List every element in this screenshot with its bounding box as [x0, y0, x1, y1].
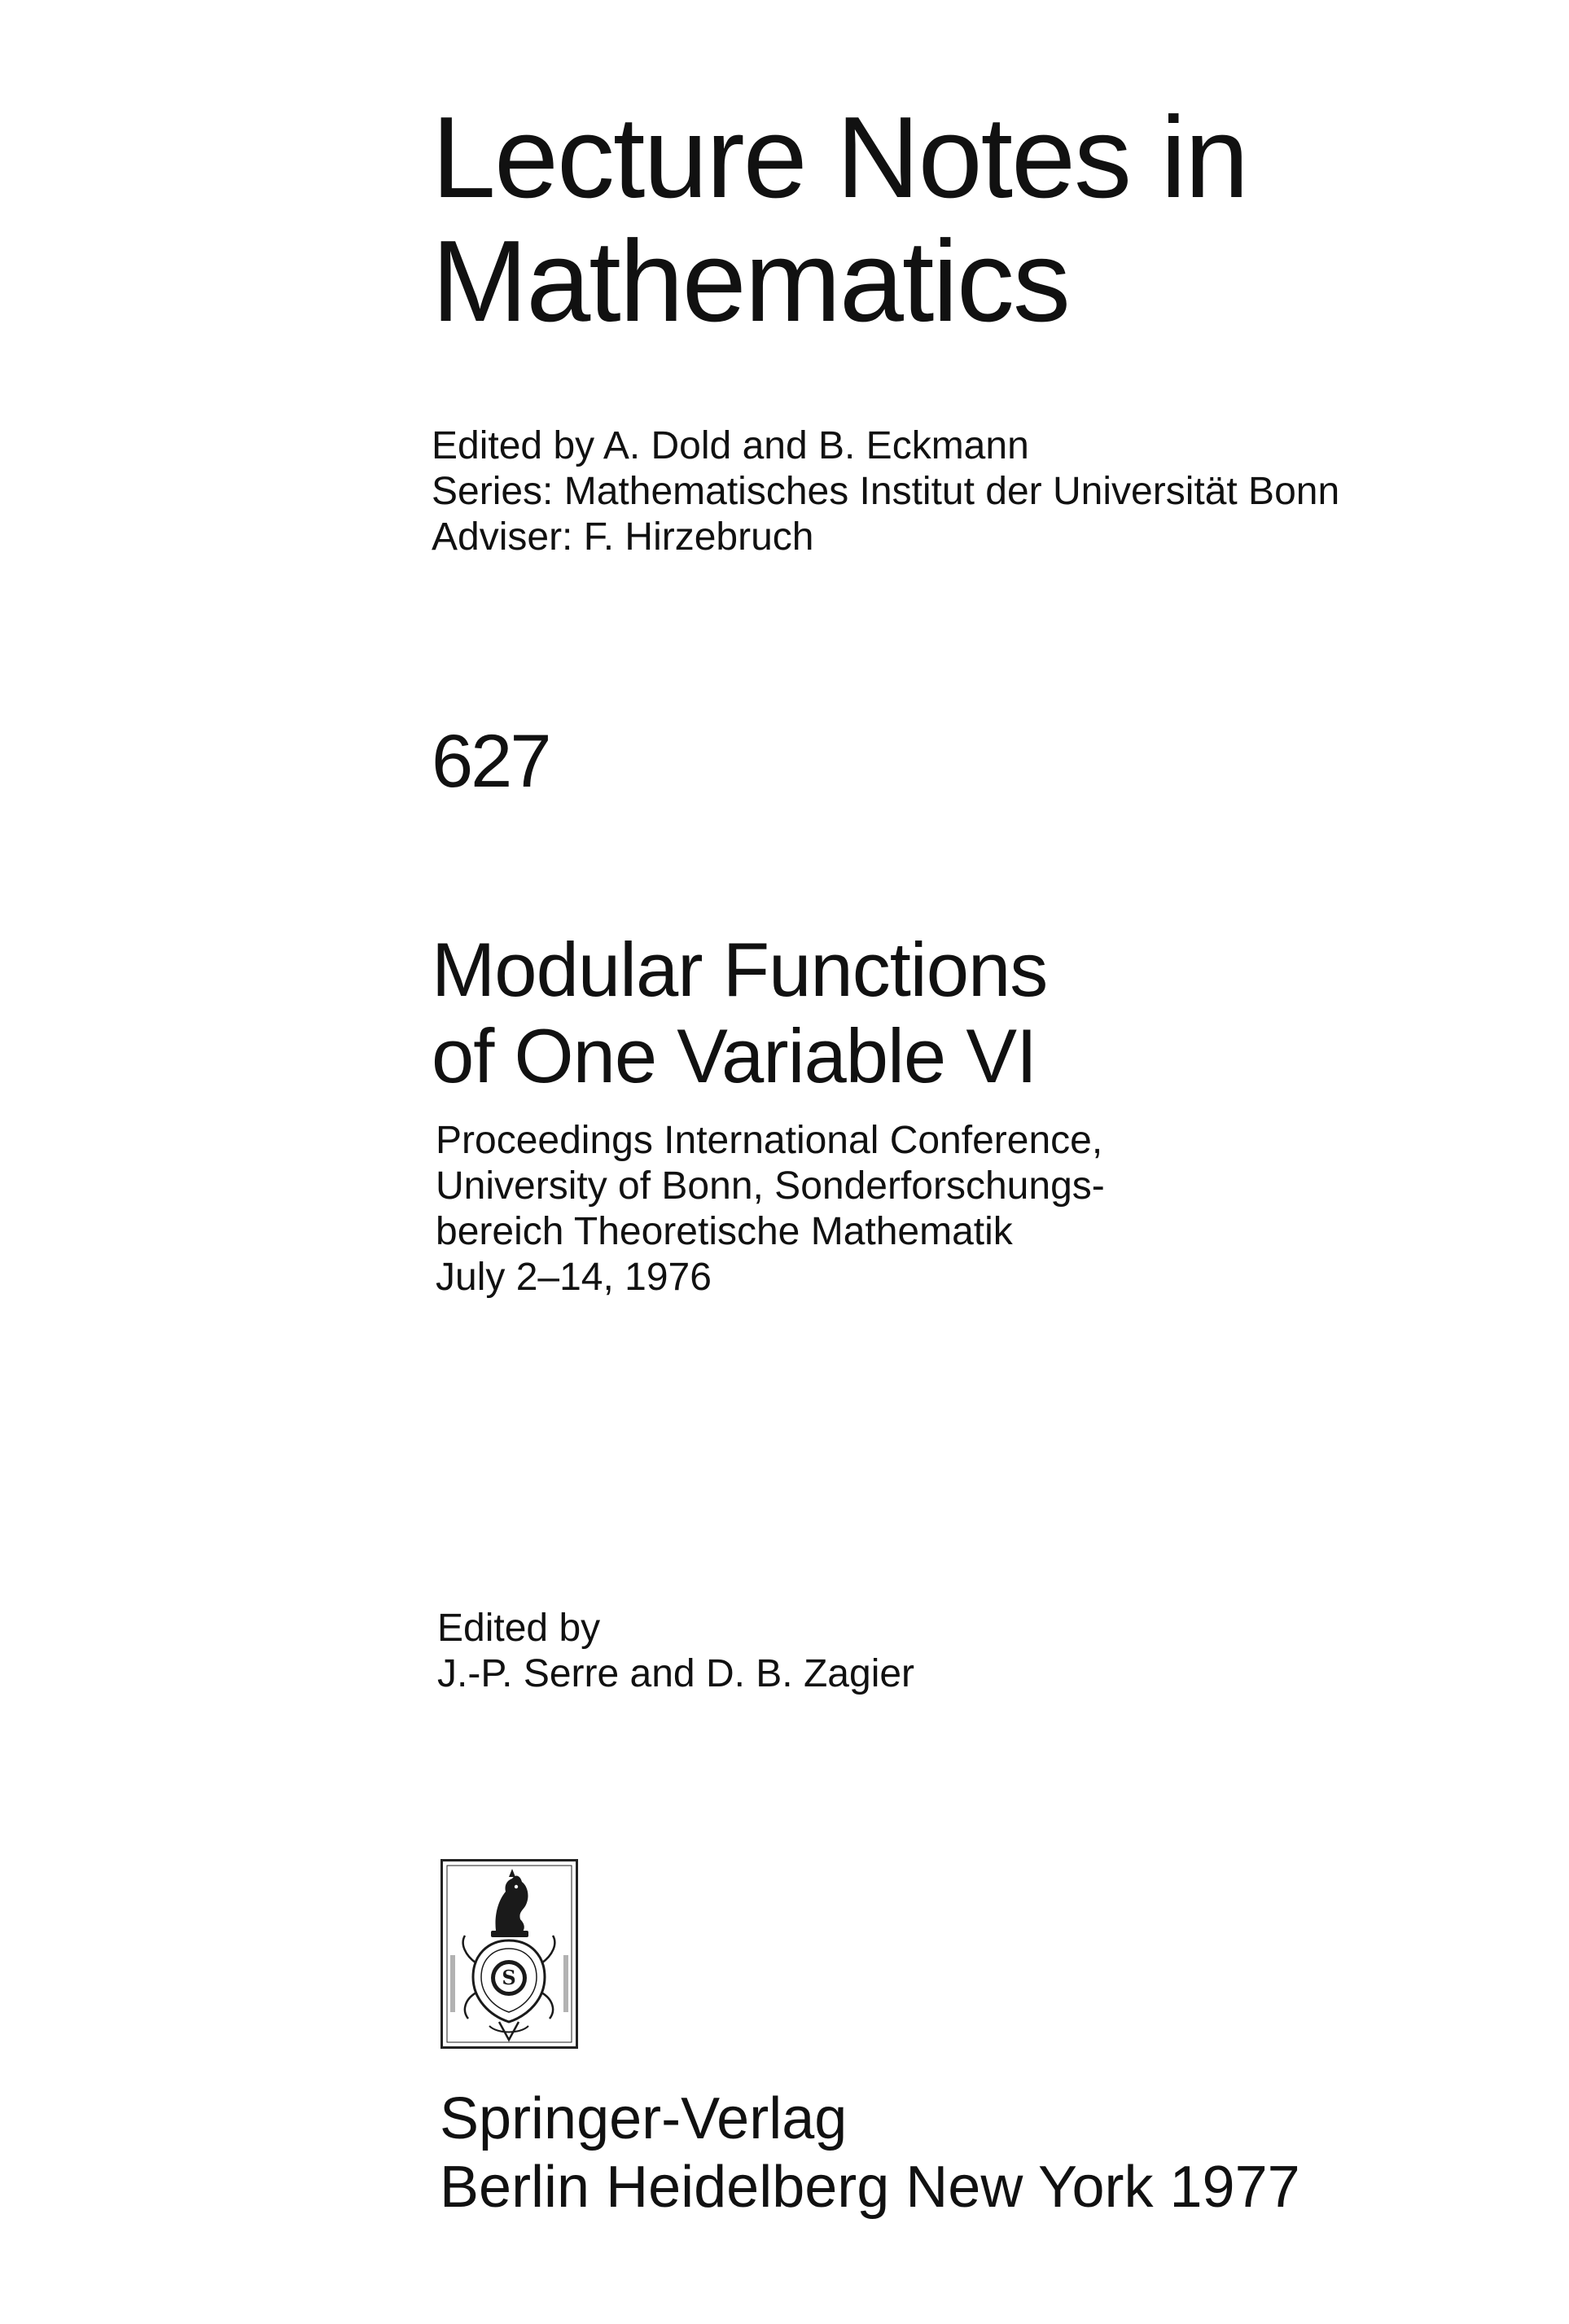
- springer-knight-logo-icon: [440, 1859, 578, 2049]
- book-subtitle: [436, 1118, 1105, 1300]
- subtitle-date: July 2–14, 1976: [436, 1256, 712, 1299]
- series-title: [432, 93, 1248, 346]
- volume-editors-names: J.-P. Serre and D. B. Zagier: [437, 1652, 915, 1695]
- book-title-line-2: of One Variable VI: [432, 1013, 1037, 1098]
- subtitle-line-1: Proceedings International Conference,: [436, 1119, 1103, 1162]
- series-title-line-2: Mathematics: [432, 217, 1069, 346]
- series-title-line-1: Lecture Notes in: [432, 93, 1248, 222]
- publisher-imprint: [440, 2085, 1300, 2221]
- logo-monogram: S: [502, 1966, 516, 1989]
- series-adviser-line: Adviser: F. Hirzebruch: [432, 515, 814, 559]
- publisher-name: Springer-Verlag: [440, 2086, 848, 2151]
- subtitle-line-2: University of Bonn, Sonderforschungs-: [436, 1164, 1105, 1208]
- book-title-line-1: Modular Functions: [432, 927, 1048, 1012]
- volume-editors: [437, 1606, 914, 1697]
- volume-number: 627: [432, 720, 550, 803]
- publisher-cities-year: Berlin Heidelberg New York 1977: [440, 2155, 1300, 2220]
- book-title: [432, 927, 1047, 1099]
- volume-editors-label: Edited by: [437, 1607, 601, 1650]
- series-editors: [432, 423, 1339, 560]
- subtitle-line-3: bereich Theoretische Mathematik: [436, 1210, 1013, 1253]
- series-institute-line: Series: Mathematisches Institut der Universität Bonn: [432, 470, 1340, 513]
- series-editors-line: Edited by A. Dold and B. Eckmann: [432, 424, 1029, 467]
